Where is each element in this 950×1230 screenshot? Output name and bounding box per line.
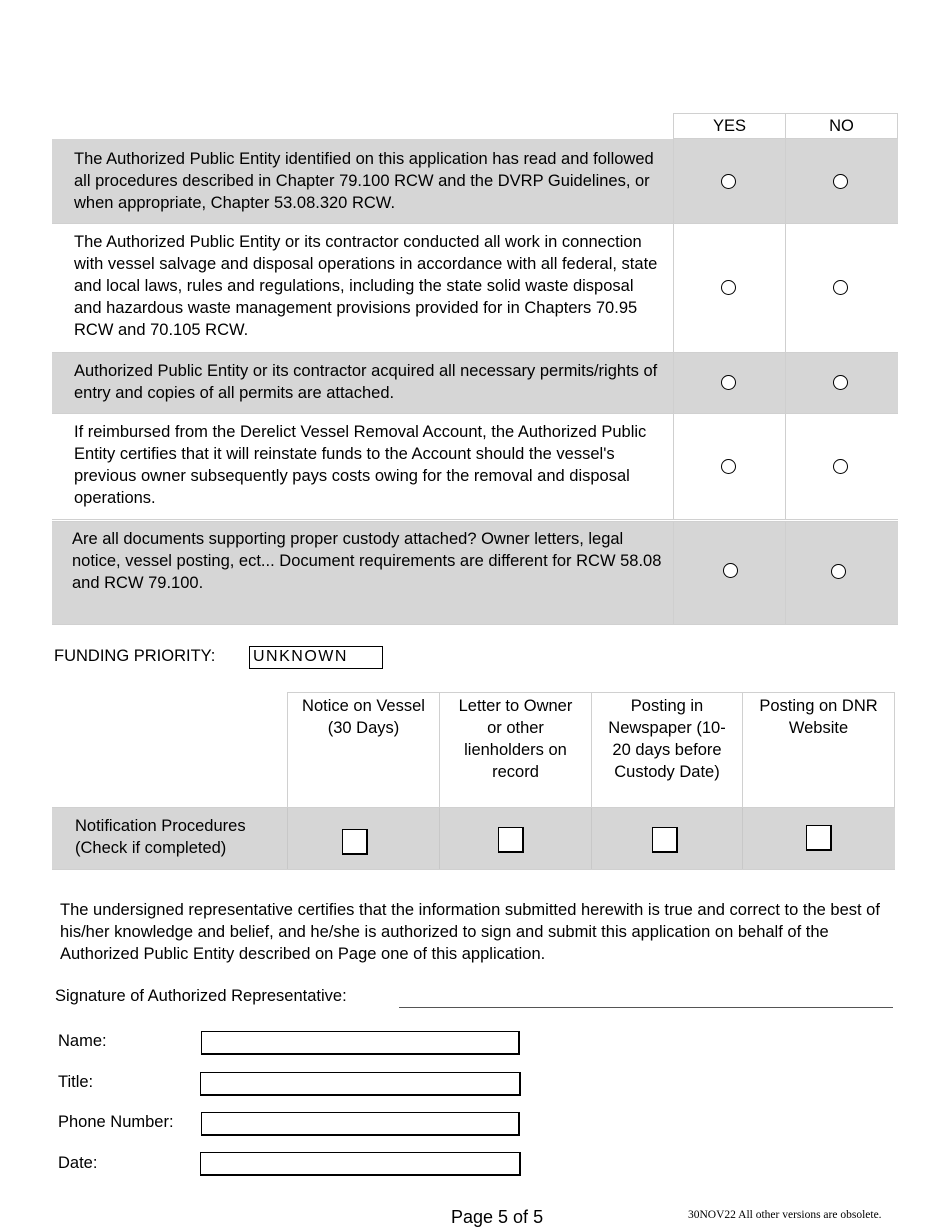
title-label: Title: <box>58 1073 94 1091</box>
yes-radio[interactable] <box>721 174 736 189</box>
question-text: If reimbursed from the Derelict Vessel Removal Account, the Authorized Public Entity certifies that it will reinstate funds to the Account should the vessel's previous owner subsequently pays costs owing for the removal and disposal operations. <box>74 423 647 507</box>
column-header-newspaper-posting: Posting in Newspaper (10-20 days before Custody Date) <box>591 692 742 807</box>
phone-number-field[interactable] <box>201 1112 520 1136</box>
dnr-website-checkbox[interactable] <box>806 825 832 851</box>
question-row <box>52 139 898 224</box>
no-radio[interactable] <box>833 280 848 295</box>
no-column-header: NO <box>785 113 898 139</box>
notification-row-label: Notification Procedures (Check if completed) <box>75 817 246 857</box>
question-text: The Authorized Public Entity or its contractor conducted all work in connection with vessel salvage and disposal operations in accordance with all federal, state and local laws, rules and regulations, including the state solid waste disposal and hazardous waste management provisions provided for in Chapters 70.95 RCW and 70.105 RCW. <box>74 233 658 339</box>
column-header-dnr-website: Posting on DNR Website <box>742 692 895 807</box>
page-number: Page 5 of 5 <box>451 1207 544 1227</box>
newspaper-posting-checkbox[interactable] <box>652 827 678 853</box>
no-radio[interactable] <box>833 174 848 189</box>
question-text: Authorized Public Entity or its contractor acquired all necessary permits/rights of entry and copies of all permits are attached. <box>74 362 658 402</box>
question-text: The Authorized Public Entity identified on this application has read and followed all procedures described in Chapter 79.100 RCW and the DVRP Guidelines, or when appropriate, Chapter 53.08.320 RCW. <box>74 150 654 212</box>
column-header-notice-on-vessel: Notice on Vessel (30 Days) <box>287 692 439 807</box>
date-label: Date: <box>58 1154 98 1172</box>
signature-label: Signature of Authorized Representative: <box>55 987 347 1005</box>
name-label: Name: <box>58 1032 107 1050</box>
yes-radio[interactable] <box>723 563 738 578</box>
notification-procedures-row <box>52 807 895 870</box>
signature-line[interactable] <box>399 1007 893 1008</box>
question-row <box>52 353 898 414</box>
letter-to-owner-checkbox[interactable] <box>498 827 524 853</box>
notice-on-vessel-checkbox[interactable] <box>342 829 368 855</box>
phone-number-label: Phone Number: <box>58 1113 174 1131</box>
column-header-letter-to-owner: Letter to Owner or other lienholders on record <box>439 692 591 807</box>
no-radio[interactable] <box>831 564 846 579</box>
yes-radio[interactable] <box>721 375 736 390</box>
name-field[interactable] <box>201 1031 520 1055</box>
certification-text: The undersigned representative certifies that the information submitted herewith is true and correct to the best of his/her knowledge and belief, and he/she is authorized to sign and submit this application on behalf of the Authorized Public Entity described on Page one of this application. <box>60 901 880 963</box>
yes-radio[interactable] <box>721 459 736 474</box>
question-text: Are all documents supporting proper custody attached? Owner letters, legal notice, vessel posting, ect... Document requirements are different for RCW 58.08 and RCW 79.100. <box>72 530 662 592</box>
version-note: 30NOV22 All other versions are obsolete. <box>688 1209 882 1221</box>
question-row <box>52 521 898 625</box>
funding-priority-field[interactable]: UNKNOWN <box>249 646 383 669</box>
question-row <box>52 414 898 520</box>
question-row <box>52 224 898 353</box>
title-field[interactable] <box>200 1072 521 1096</box>
no-radio[interactable] <box>833 459 848 474</box>
no-radio[interactable] <box>833 375 848 390</box>
yes-radio[interactable] <box>721 280 736 295</box>
date-field[interactable] <box>200 1152 521 1176</box>
yes-column-header: YES <box>673 113 786 139</box>
funding-priority-label: FUNDING PRIORITY: <box>54 647 216 665</box>
